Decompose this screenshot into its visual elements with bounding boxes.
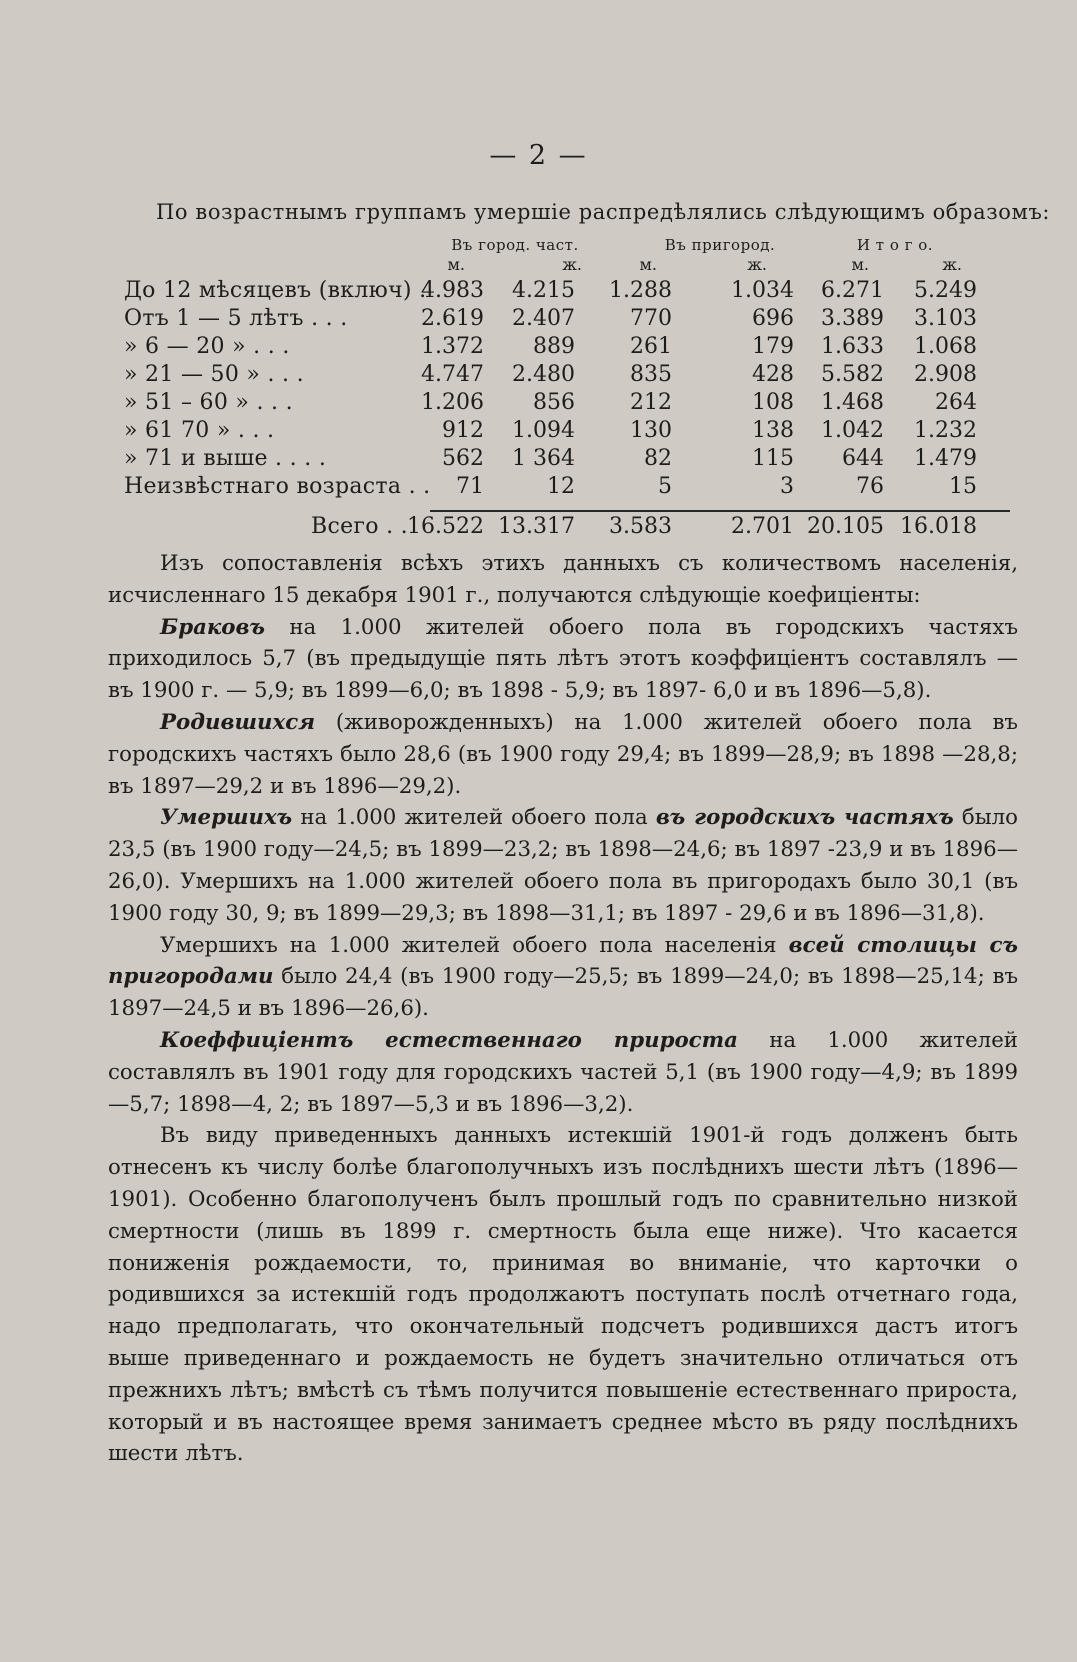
cell: 1.468 xyxy=(821,390,884,415)
subheader-f: ж. xyxy=(747,255,767,274)
subheader-m: м. xyxy=(851,255,869,274)
table-row xyxy=(0,306,1077,334)
cell: 1.232 xyxy=(914,418,977,443)
table-row xyxy=(0,446,1077,474)
term: Родившихся xyxy=(160,709,316,735)
cell: 4.747 xyxy=(421,362,484,387)
cell: 4.983 xyxy=(421,278,484,303)
cell: 1.042 xyxy=(821,418,884,443)
cell: 912 xyxy=(442,418,484,443)
paragraph: Браковъ на 1.000 жителей обоего пола въ городскихъ частяхъ приходилось 5,7 (въ предыдущіе пять лѣтъ этотъ коэффиціентъ составлялъ — въ 1900 г. — 5,9; въ 1899—6,0; въ 1898 - 5,9; въ 1897- 6,0 и въ 1896—5,8). xyxy=(108,614,1018,704)
cell: 16.522 xyxy=(407,514,484,539)
cell: 1.288 xyxy=(609,278,672,303)
cell: 12 xyxy=(547,474,575,499)
table-total-row xyxy=(0,514,1077,542)
cell: 1.034 xyxy=(731,278,794,303)
cell: 6.271 xyxy=(821,278,884,303)
cell: 71 xyxy=(456,474,484,499)
cell: 20.105 xyxy=(807,514,884,539)
cell: 130 xyxy=(630,418,672,443)
table-row xyxy=(0,390,1077,418)
cell: 13.317 xyxy=(498,514,575,539)
row-label: » 71 и выше . . . . xyxy=(124,446,327,471)
cell: 3.389 xyxy=(821,306,884,331)
cell: 1.068 xyxy=(914,334,977,359)
cell: 1.633 xyxy=(821,334,884,359)
row-label: Отъ 1 — 5 лѣтъ . . . xyxy=(124,306,348,331)
cell: 835 xyxy=(630,362,672,387)
cell: 1.206 xyxy=(421,390,484,415)
subheader-f: ж. xyxy=(562,255,582,274)
term: Коеффиціентъ естественнаго прироста xyxy=(160,1027,738,1053)
cell: 179 xyxy=(752,334,794,359)
paragraph: Коеффиціентъ естественнаго прироста на 1.000 жителей составлялъ въ 1901 году для городскихъ частей 5,1 (въ 1900 году—4,9; въ 1899—5,7; 1898—4, 2; въ 1897—5,3 и въ 1896—3,2). xyxy=(108,1027,1019,1117)
cell: 82 xyxy=(644,446,672,471)
cell: 3.103 xyxy=(914,306,977,331)
term: Браковъ xyxy=(160,614,265,640)
cell: 2.619 xyxy=(421,306,484,331)
cell: 5 xyxy=(658,474,672,499)
cell: 770 xyxy=(630,306,672,331)
cell: 1.479 xyxy=(914,446,977,471)
cell: 5.582 xyxy=(821,362,884,387)
group-header-total: И т о г о. xyxy=(856,236,934,254)
cell: 889 xyxy=(533,334,575,359)
total-label: Всего . . xyxy=(311,514,408,539)
subheader-f: ж. xyxy=(942,255,962,274)
cell: 562 xyxy=(442,446,484,471)
page-number: — 2 — xyxy=(489,140,588,171)
paragraph: Умершихъ на 1.000 жителей обоего пола населенія всей столицы съ пригородами было 24,4 (въ 1900 году—25,5; въ 1899—24,0; въ 1898—25,14; въ 1897—24,5 и въ 1896—26,6). xyxy=(108,932,1018,1022)
table-row xyxy=(0,474,1077,502)
cell: 1 364 xyxy=(512,446,575,471)
cell: 856 xyxy=(533,390,575,415)
cell: 3 xyxy=(780,474,794,499)
paragraph: Родившихся (живорожденныхъ) на 1.000 жителей обоего пола въ городскихъ частяхъ было 28,6 (въ 1900 году 29,4; въ 1899—28,9; въ 1898 —28,8; въ 1897—29,2 и въ 1896—29,2). xyxy=(108,709,1018,799)
term: Умершихъ xyxy=(160,805,293,831)
cell: 115 xyxy=(752,446,794,471)
row-label: Неизвѣстнаго возраста . . xyxy=(124,474,431,499)
cell: 4.215 xyxy=(512,278,575,303)
table-intro: По возрастнымъ группамъ умершіе распредѣлялись слѣдующимъ образомъ: xyxy=(156,200,1051,224)
term: въ городскихъ частяхъ xyxy=(655,805,954,831)
table-divider xyxy=(430,510,1010,512)
cell: 1.094 xyxy=(512,418,575,443)
term: всей столицы съ пригородами xyxy=(108,932,1018,990)
cell: 2.407 xyxy=(512,306,575,331)
table-row xyxy=(0,334,1077,362)
body-text xyxy=(108,548,1018,1470)
cell: 3.583 xyxy=(609,514,672,539)
table-row xyxy=(0,362,1077,390)
cell: 15 xyxy=(949,474,977,499)
table-row xyxy=(0,418,1077,446)
cell: 212 xyxy=(630,390,672,415)
cell: 2.480 xyxy=(512,362,575,387)
cell: 2.908 xyxy=(914,362,977,387)
cell: 1.372 xyxy=(421,334,484,359)
cell: 138 xyxy=(752,418,794,443)
cell: 5.249 xyxy=(914,278,977,303)
group-header-city: Въ город. част. xyxy=(451,236,579,254)
cell: 108 xyxy=(752,390,794,415)
subheader-m: м. xyxy=(447,255,465,274)
cell: 696 xyxy=(752,306,794,331)
row-label: » 51 – 60 » . . . xyxy=(124,390,293,415)
row-label: » 6 — 20 » . . . xyxy=(124,334,290,359)
row-label: До 12 мѣсяцевъ (включ) . xyxy=(124,278,427,303)
group-header-suburbs: Въ пригород. xyxy=(664,236,776,254)
cell: 2.701 xyxy=(731,514,794,539)
table-row xyxy=(0,278,1077,306)
cell: 428 xyxy=(752,362,794,387)
cell: 261 xyxy=(630,334,672,359)
row-label: » 61 70 » . . . xyxy=(124,418,275,443)
paragraph: Изъ сопоставленія всѣхъ этихъ данныхъ съ количествомъ населенія, исчисленнаго 15 декабря 1901 г., получаются слѣдующіе коефиціенты: xyxy=(108,551,1018,608)
cell: 644 xyxy=(842,446,884,471)
paragraph: Умершихъ на 1.000 жителей обоего пола въ городскихъ частяхъ было 23,5 (въ 1900 году—24,5; въ 1899—23,2; въ 1898—24,6; въ 1897 -23,9 и въ 1896—26,0). Умершихъ на 1.000 жителей обоего пола въ пригородахъ было 30,1 (въ 1900 году 30, 9; въ 1899—29,3; въ 1898—31,1; въ 1897 - 29,6 и въ 1896—31,8). xyxy=(108,805,1018,926)
cell: 264 xyxy=(935,390,977,415)
paragraph: Въ виду приведенныхъ данныхъ истекшій 1901-й годъ долженъ быть отнесенъ къ числу болѣе благополучныхъ изъ послѣднихъ шести лѣтъ (1896—1901). Особенно благополученъ былъ прошлый годъ по сравнительно низкой смертности (лишь въ 1899 г. смертность была еще ниже). Что касается пониженія рождаемости, то, принимая во вниманіе, что карточки о родившихся за истекшій годъ продолжаютъ поступать послѣ отчетнаго года, надо предполагать, что окончательный подсчетъ родившихся дастъ итогъ выше приведеннаго и рождаемость не будетъ значительно отличаться отъ прежнихъ лѣтъ; вмѣстѣ съ тѣмъ получится повышеніе естественнаго прироста, который и въ настоящее время занимаетъ среднее мѣсто въ ряду послѣднихъ шести лѣтъ. xyxy=(108,1123,1018,1467)
subheader-m: м. xyxy=(639,255,657,274)
cell: 16.018 xyxy=(900,514,977,539)
row-label: » 21 — 50 » . . . xyxy=(124,362,304,387)
cell: 76 xyxy=(856,474,884,499)
